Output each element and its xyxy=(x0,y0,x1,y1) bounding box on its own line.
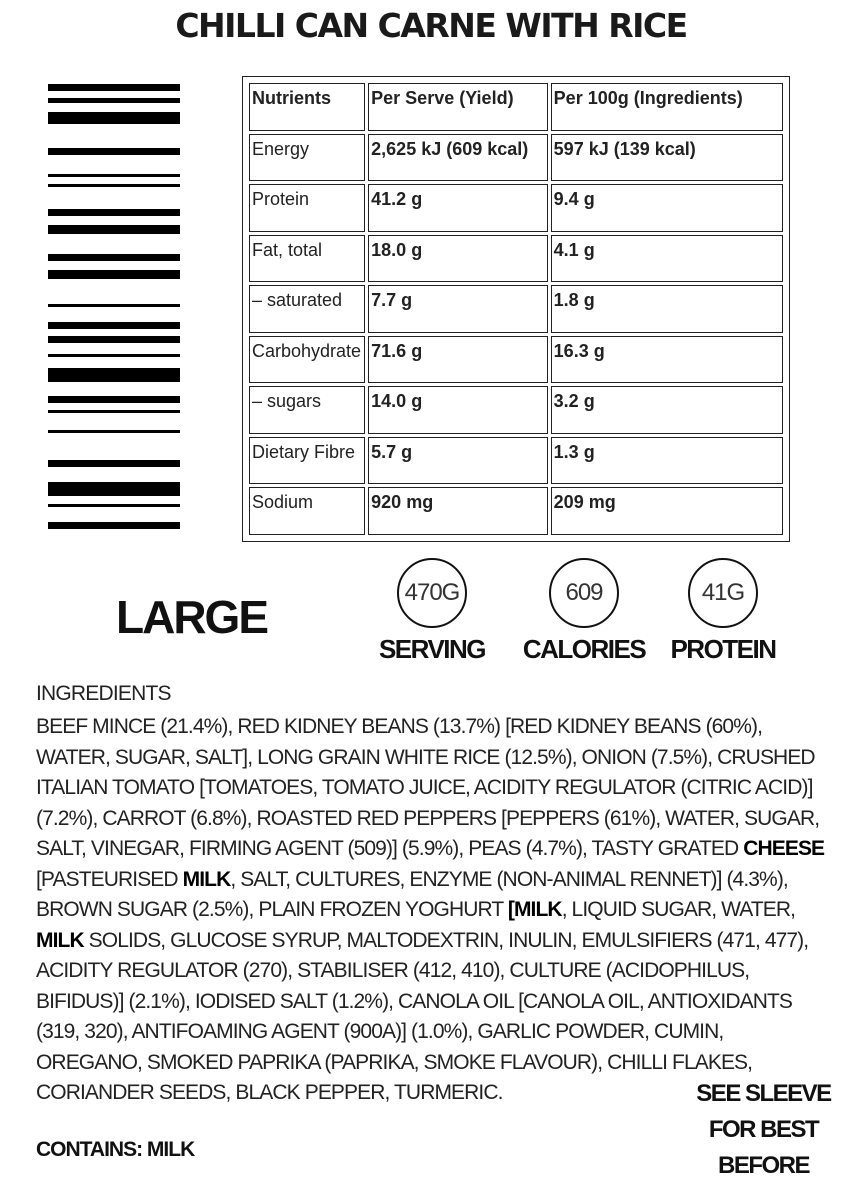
ingredients-line xyxy=(36,1017,836,1048)
ingredients-line xyxy=(36,712,836,743)
ingredients-line xyxy=(36,865,836,896)
allergen-highlight: MILK xyxy=(182,867,231,891)
nutrition-row-carbohydrate xyxy=(249,336,783,384)
nutrition-row-energy xyxy=(249,134,783,182)
per-100g-value: 1.3 g xyxy=(551,437,783,485)
header-per-100g: Per 100g (Ingredients) xyxy=(551,83,783,131)
ingredients-line xyxy=(36,895,836,926)
best-before-line: SEE SLEEVE xyxy=(696,1080,831,1107)
ingredients-line xyxy=(36,956,836,987)
header-nutrients: Nutrients xyxy=(249,83,365,131)
best-before-line: BEFORE xyxy=(717,1152,809,1179)
ingredients-line xyxy=(36,1048,836,1079)
stat-circle xyxy=(397,558,467,628)
per-100g-value: 16.3 g xyxy=(551,336,783,384)
ingredients-segment: ACIDITY REGULATOR (270), STABILISER (412, 410), CULTURE (ACIDOPHILUS, xyxy=(36,959,750,982)
stat-circle xyxy=(688,558,758,628)
per-100g-value: 4.1 g xyxy=(551,235,783,283)
nutrient-name: Protein xyxy=(249,184,365,232)
allergen-statement: CONTAINS: MILK xyxy=(36,1138,195,1161)
per-100g-value: 209 mg xyxy=(551,487,783,535)
ingredients-segment: SOLIDS, GLUCOSE SYRUP, MALTODEXTRIN, INULIN, EMULSIFIERS (471, 477), xyxy=(83,928,809,952)
ingredients-segment: ITALIAN TOMATO [TOMATOES, TOMATO JUICE, ACIDITY REGULATOR (CITRIC ACID)] xyxy=(36,776,813,799)
per-100g-value: 1.8 g xyxy=(551,285,783,333)
nutrient-name: – saturated xyxy=(249,285,365,333)
stat-protein xyxy=(653,558,793,665)
nutrient-name: Sodium xyxy=(249,487,365,535)
best-before-line: FOR BEST xyxy=(708,1116,819,1143)
allergen-highlight: MILK xyxy=(36,928,84,952)
ingredients-segment: (319, 320), ANTIFOAMING AGENT (900A)] (1.0%), GARLIC POWDER, CUMIN, xyxy=(36,1020,724,1043)
ingredients-line xyxy=(36,987,836,1018)
nutrition-row-sugars xyxy=(249,386,783,434)
nutrition-header-row xyxy=(249,83,783,131)
nutrition-row-protein xyxy=(249,184,783,232)
ingredients-segment: [PASTEURISED xyxy=(36,867,183,891)
per-serve-value: 920 mg xyxy=(368,487,548,535)
nutrition-row-sodium xyxy=(249,487,783,535)
stat-label: PROTEIN xyxy=(670,634,776,664)
per-100g-value: 3.2 g xyxy=(551,386,783,434)
barcode-graphic xyxy=(48,84,180,534)
ingredients-segment: , LIQUID SUGAR, WATER, xyxy=(561,898,796,921)
ingredients-segment: , SALT, CULTURES, ENZYME (NON-ANIMAL RENNET)] (4.3%), xyxy=(230,867,788,891)
nutrition-row-saturated xyxy=(249,285,783,333)
per-serve-value: 14.0 g xyxy=(368,386,548,434)
per-serve-value: 18.0 g xyxy=(368,235,548,283)
ingredients-segment: BROWN SUGAR (2.5%), PLAIN FROZEN YOGHURT xyxy=(36,898,508,921)
header-per-serve: Per Serve (Yield) xyxy=(368,83,548,131)
per-serve-value: 2,625 kJ (609 kcal) xyxy=(368,134,548,182)
ingredients-segment: CORIANDER SEEDS, BLACK PEPPER, TURMERIC. xyxy=(36,1081,503,1104)
size-label: LARGE xyxy=(116,591,267,643)
ingredients-line xyxy=(36,834,836,865)
stat-value: 470G xyxy=(404,579,460,606)
ingredients-segment: BEEF MINCE (21.4%), RED KIDNEY BEANS (13.7%) [RED KIDNEY BEANS (60%), xyxy=(36,715,763,738)
ingredients-line xyxy=(36,804,836,835)
stat-circle xyxy=(549,558,619,628)
best-before-note xyxy=(676,1076,851,1184)
ingredients-segment: SALT, VINEGAR, FIRMING AGENT (509)] (5.9%), PEAS (4.7%), TASTY GRATED xyxy=(36,837,744,860)
ingredients-segment: WATER, SUGAR, SALT], LONG GRAIN WHITE RICE (12.5%), ONION (7.5%), CRUSHED xyxy=(36,745,815,769)
per-100g-value: 9.4 g xyxy=(551,184,783,232)
stat-calories xyxy=(514,558,654,665)
stat-label: SERVING xyxy=(378,634,486,664)
stat-value: 609 xyxy=(565,579,603,606)
per-serve-value: 5.7 g xyxy=(368,437,548,485)
ingredients-heading: INGREDIENTS xyxy=(36,682,171,705)
product-title: CHILLI CAN CARNE WITH RICE xyxy=(175,6,687,45)
per-serve-value: 7.7 g xyxy=(368,285,548,333)
ingredients-line xyxy=(36,926,836,957)
stat-serving xyxy=(362,558,502,665)
ingredients-line xyxy=(36,743,836,774)
nutrient-name: Fat, total xyxy=(249,235,365,283)
stat-label: CALORIES xyxy=(522,634,646,664)
nutrient-name: – sugars xyxy=(249,386,365,434)
nutrition-table xyxy=(246,80,786,538)
per-serve-value: 71.6 g xyxy=(368,336,548,384)
ingredients-segment: BIFIDUS)] (2.1%), IODISED SALT (1.2%), CANOLA OIL [CANOLA OIL, ANTIOXIDANTS xyxy=(36,989,792,1013)
per-100g-value: 597 kJ (139 kcal) xyxy=(551,134,783,182)
ingredients-segment: (7.2%), CARROT (6.8%), ROASTED RED PEPPERS [PEPPERS (61%), WATER, SUGAR, xyxy=(36,806,820,830)
nutrition-table-frame xyxy=(242,76,790,542)
nutrition-row-fat xyxy=(249,235,783,283)
ingredients-segment: OREGANO, SMOKED PAPRIKA (PAPRIKA, SMOKE FLAVOUR), CHILLI FLAKES, xyxy=(36,1050,753,1074)
ingredients-text xyxy=(36,712,836,1109)
nutrient-name: Energy xyxy=(249,134,365,182)
nutrient-name: Carbohydrate xyxy=(249,336,365,384)
allergen-highlight: [MILK xyxy=(507,898,562,921)
nutrient-name: Dietary Fibre xyxy=(249,437,365,485)
stat-value: 41G xyxy=(701,579,745,606)
nutrition-row-fibre xyxy=(249,437,783,485)
allergen-highlight: CHEESE xyxy=(743,837,825,860)
per-serve-value: 41.2 g xyxy=(368,184,548,232)
ingredients-line xyxy=(36,773,836,804)
